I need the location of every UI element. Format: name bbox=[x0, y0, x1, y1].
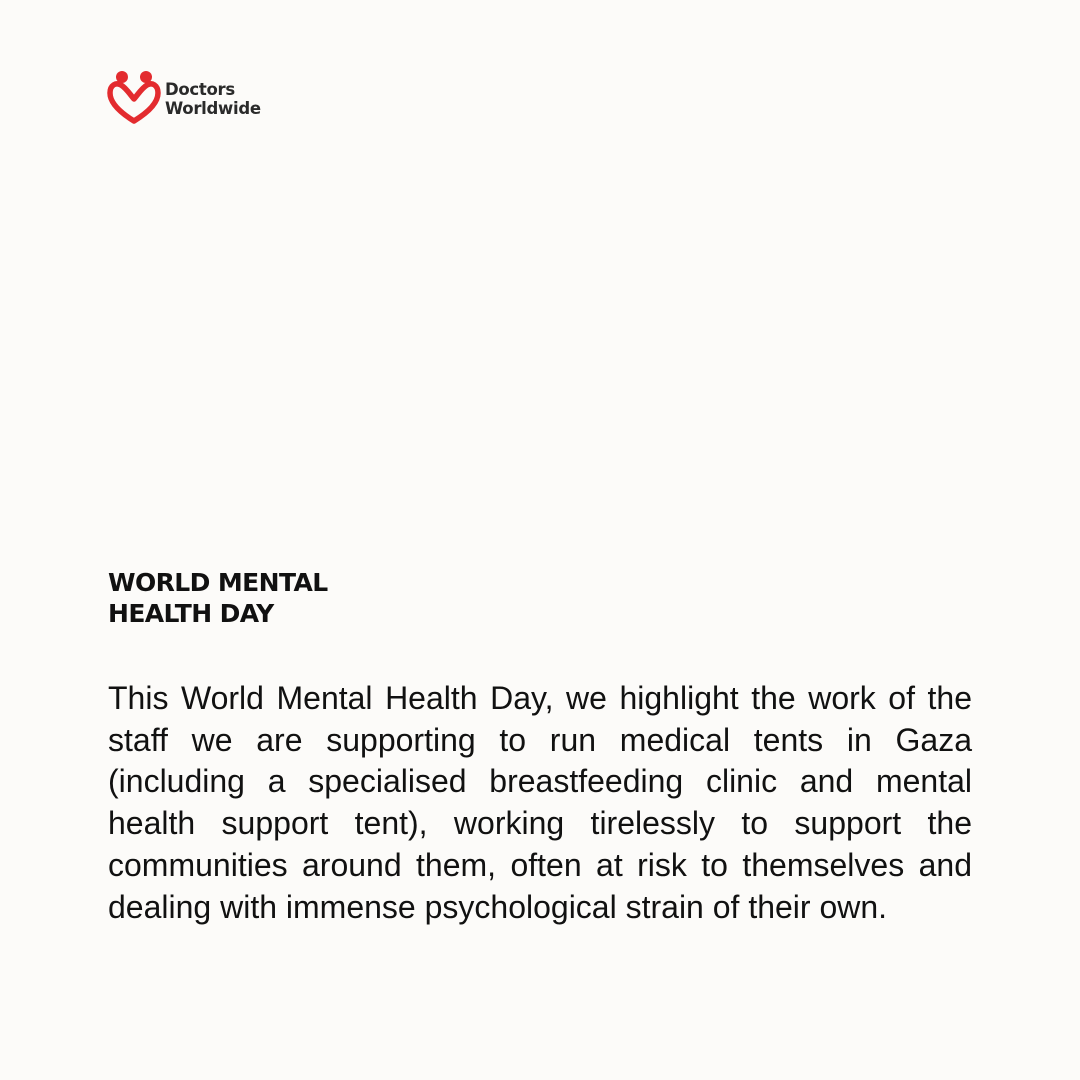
brand-name-line1: Doctors bbox=[165, 80, 235, 99]
page-title-line2: HEALTH DAY bbox=[108, 599, 274, 628]
brand-name bbox=[165, 80, 261, 118]
page-title bbox=[108, 567, 508, 629]
page-title-line1: WORLD MENTAL bbox=[108, 568, 328, 597]
body-paragraph: This World Mental Health Day, we highlight the work of the staff we are supporting to run medical tents in Gaza (including a specialised breastfeeding clinic and mental health support tent), working tirelessly to support the communities around them, often at risk to themselves and dealing with immense psychological strain of their own. bbox=[108, 680, 972, 925]
brand-name-line2: Worldwide bbox=[165, 99, 261, 118]
brand-logo bbox=[107, 69, 261, 125]
heart-people-icon bbox=[107, 69, 161, 125]
